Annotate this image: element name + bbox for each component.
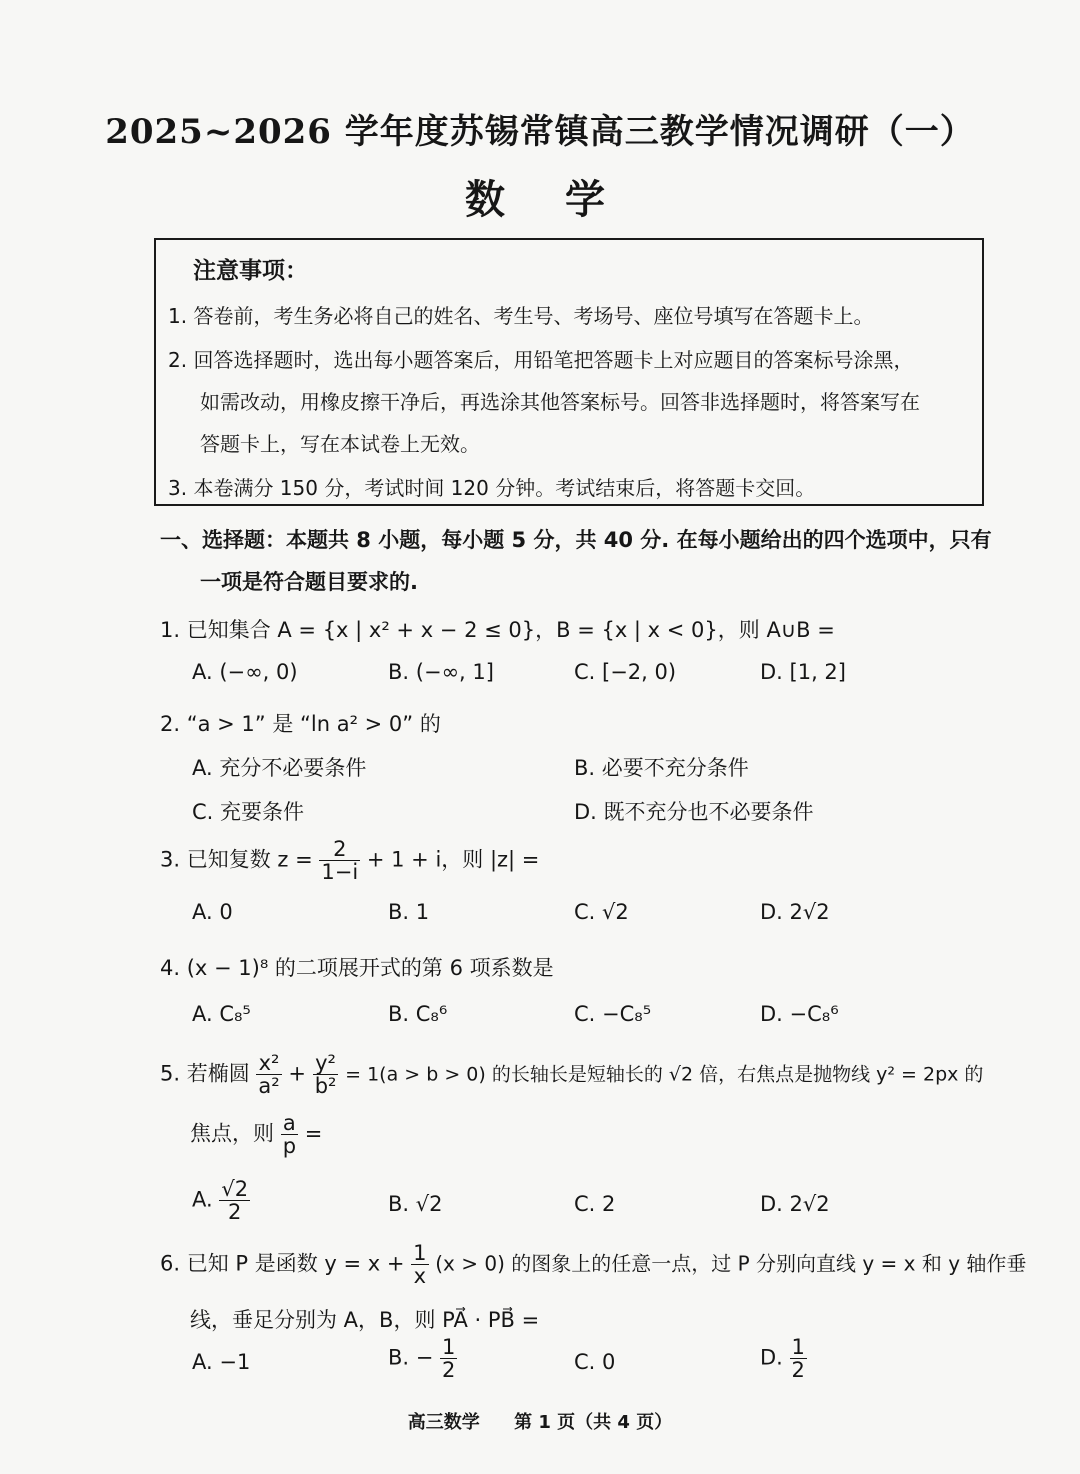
page-footer bbox=[0, 1408, 1080, 1434]
q5-stem-post: = 1(a > b > 0) 的长轴长是短轴长的 √2 倍，右焦点是抛物线 y² = 2px 的 bbox=[345, 1063, 984, 1086]
q5-f2-den: b² bbox=[314, 1074, 337, 1099]
question-5-line2 bbox=[190, 1112, 322, 1157]
q5-fraction-x bbox=[256, 1052, 281, 1097]
q4-option-d: D. −C₈⁶ bbox=[760, 1002, 839, 1026]
notice-line-3: 3. 本卷满分 150 分，考试时间 120 分钟。考试结束后，将答题卡交回。 bbox=[168, 476, 816, 500]
q1-option-c: C. [−2, 0) bbox=[574, 660, 677, 684]
q3-option-b: B. 1 bbox=[388, 900, 430, 924]
q6-d-label: D. bbox=[760, 1345, 783, 1370]
q5-f3-num: a bbox=[281, 1112, 298, 1135]
q5-a-label: A. bbox=[192, 1187, 213, 1212]
section-heading-cont: 一项是符合题目要求的. bbox=[200, 570, 418, 594]
q5-a-den: 2 bbox=[228, 1200, 242, 1225]
q5-a-num: √2 bbox=[221, 1177, 249, 1201]
question-6-stem bbox=[160, 1242, 1026, 1287]
q3-option-c: C. √2 bbox=[574, 900, 629, 924]
q6-b-num: 1 bbox=[442, 1335, 456, 1359]
question-6-line2: 线，垂足分别为 A，B，则 PA⃗ · PB⃗ = bbox=[190, 1308, 540, 1332]
question-2-stem: 2. “a > 1” 是 “ln a² > 0” 的 bbox=[160, 712, 441, 736]
q6-stem-post: (x > 0) 的图象上的任意一点，过 P 分别向直线 y = x 和 y 轴作垂 bbox=[435, 1251, 1027, 1276]
q6-d-den: 2 bbox=[791, 1358, 805, 1383]
q5-f1-num: x² bbox=[256, 1052, 281, 1075]
q6-d-num: 1 bbox=[791, 1335, 805, 1359]
notice-line-1: 1. 答卷前，考生务必将自己的姓名、考生号、考场号、座位号填写在答题卡上。 bbox=[168, 304, 874, 328]
footer-page-number: 第 1 页（共 4 页） bbox=[514, 1412, 673, 1433]
q5-f3-den: p bbox=[282, 1134, 297, 1159]
q6-fraction bbox=[411, 1242, 428, 1287]
q5-stem-pre: 5. 若椭圆 bbox=[160, 1061, 250, 1086]
question-1-stem: 1. 已知集合 A = {x | x² + x − 2 ≤ 0}，B = {x | x < 0}，则 A∪B = bbox=[160, 618, 835, 642]
subject-title: 数学 bbox=[465, 176, 665, 223]
q5-line2-pre: 焦点，则 bbox=[190, 1121, 274, 1146]
question-3-stem bbox=[160, 838, 539, 883]
q3-frac-num: 2 bbox=[319, 838, 360, 861]
q3-stem-pre: 3. 已知复数 z = bbox=[160, 847, 313, 872]
q1-option-b: B. (−∞, 1] bbox=[388, 660, 494, 684]
q2-option-d: D. 既不充分也不必要条件 bbox=[574, 800, 814, 824]
q6-f-den: x bbox=[413, 1264, 427, 1289]
q4-option-b: B. C₈⁶ bbox=[388, 1002, 448, 1026]
notice-heading: 注意事项： bbox=[193, 257, 308, 284]
q3-fraction bbox=[319, 838, 360, 883]
q3-frac-den: 1−i bbox=[321, 860, 359, 885]
q5-fraction-y bbox=[313, 1052, 339, 1097]
q6-stem-pre: 6. 已知 P 是函数 y = x + bbox=[160, 1251, 405, 1276]
q6-f-num: 1 bbox=[413, 1241, 427, 1265]
q6-b-label: B. − bbox=[388, 1345, 434, 1370]
q6-option-d bbox=[760, 1336, 807, 1381]
q6-d-fraction bbox=[790, 1336, 807, 1381]
q1-option-a: A. (−∞, 0) bbox=[192, 660, 298, 684]
q5-option-a bbox=[192, 1178, 250, 1223]
q5-line2-post: = bbox=[304, 1121, 323, 1146]
question-4-stem: 4. (x − 1)⁸ 的二项展开式的第 6 项系数是 bbox=[160, 956, 554, 980]
q2-option-a: A. 充分不必要条件 bbox=[192, 756, 367, 780]
q2-option-b: B. 必要不充分条件 bbox=[574, 756, 749, 780]
q5-a-fraction bbox=[219, 1178, 250, 1223]
q6-option-b bbox=[388, 1336, 457, 1381]
q1-option-d: D. [1, 2] bbox=[760, 660, 846, 684]
footer-subject: 高三数学 bbox=[407, 1412, 480, 1433]
q5-fraction-ap bbox=[281, 1112, 298, 1157]
q5-option-c: C. 2 bbox=[574, 1192, 616, 1216]
q4-option-c: C. −C₈⁵ bbox=[574, 1002, 652, 1026]
notice-line-2c: 答题卡上，写在本试卷上无效。 bbox=[200, 432, 480, 456]
q3-option-d: D. 2√2 bbox=[760, 900, 830, 924]
notice-line-2b: 如需改动，用橡皮擦干净后，再选涂其他答案标号。回答非选择题时，将答案写在 bbox=[200, 390, 920, 414]
q6-b-den: 2 bbox=[442, 1358, 456, 1383]
notice-line-2a: 2. 回答选择题时，选出每小题答案后，用铅笔把答题卡上对应题目的答案标号涂黑， bbox=[168, 348, 914, 372]
q5-option-d: D. 2√2 bbox=[760, 1192, 830, 1216]
q5-f1-den: a² bbox=[258, 1074, 280, 1099]
q6-option-c: C. 0 bbox=[574, 1350, 616, 1374]
q3-stem-post: + 1 + i，则 |z| = bbox=[366, 847, 540, 872]
q5-option-b: B. √2 bbox=[388, 1192, 443, 1216]
question-5-stem bbox=[160, 1052, 983, 1097]
section-heading: 一、选择题：本题共 8 小题，每小题 5 分，共 40 分. 在每小题给出的四个选项中，只有 bbox=[160, 528, 992, 552]
q5-plus: + bbox=[288, 1061, 306, 1086]
q2-option-c: C. 充要条件 bbox=[192, 800, 305, 824]
q6-b-fraction bbox=[440, 1336, 457, 1381]
q5-f2-num: y² bbox=[313, 1052, 339, 1075]
q4-option-a: A. C₈⁵ bbox=[192, 1002, 251, 1026]
q3-option-a: A. 0 bbox=[192, 900, 233, 924]
q6-option-a: A. −1 bbox=[192, 1350, 251, 1374]
exam-title: 2025~2026 学年度苏锡常镇高三教学情况调研（一） bbox=[105, 112, 975, 152]
